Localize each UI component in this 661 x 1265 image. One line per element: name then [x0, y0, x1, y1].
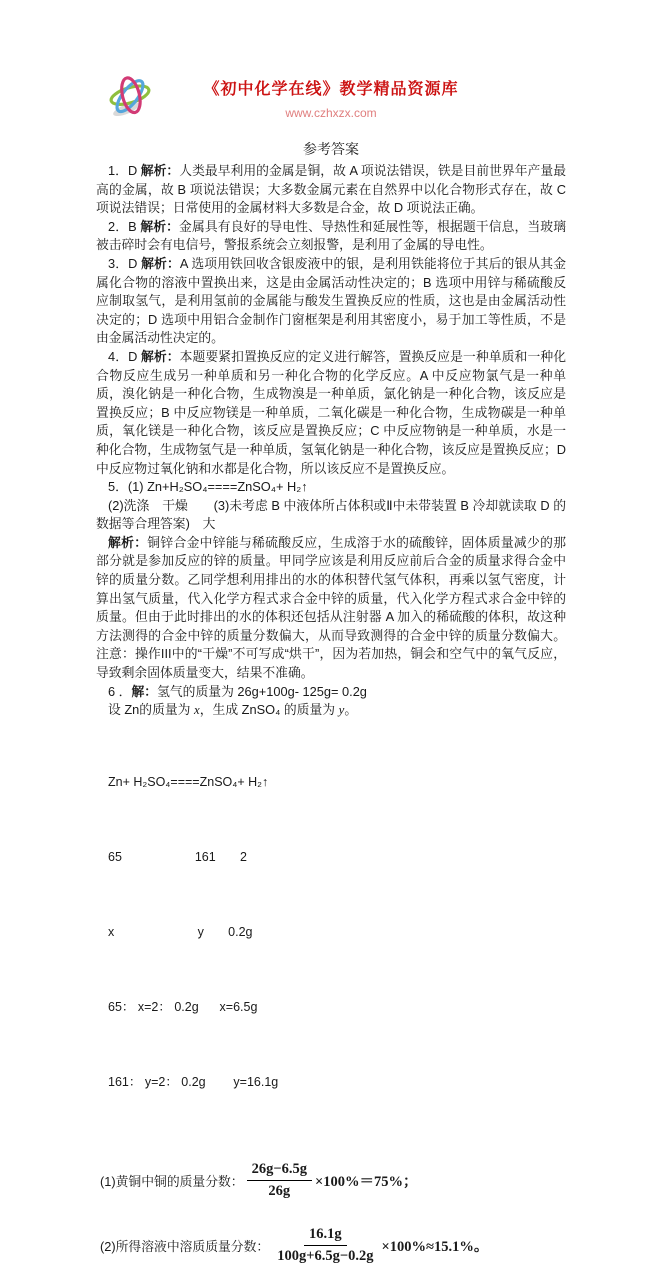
solute-fraction-result: ×100%≈15.1%。	[381, 1238, 489, 1255]
answer-item-5-parts	[96, 497, 566, 534]
fraction-solute	[272, 1226, 378, 1265]
fraction-copper	[247, 1161, 312, 1200]
molar-mass-row: 65 161 2	[108, 849, 247, 864]
answer-2-analysis-label: 解析：	[140, 218, 180, 234]
stoichiometry-block	[108, 720, 566, 1145]
answer-3-number: 3．D	[108, 255, 142, 271]
answer-item-5-equation	[96, 478, 566, 497]
solute-mass-fraction-label: (2)所得溶液中溶质质量分数：	[100, 1238, 270, 1254]
copper-fraction	[244, 1161, 315, 1200]
answer-6-solution-label: 解：	[131, 683, 158, 699]
answer-6-assumption-line	[96, 701, 566, 720]
answer-4-number: 4．D	[108, 348, 141, 364]
answer-2-analysis-text: 金属具有良好的导电性、导热性和延展性等，根据题干信息，当玻璃被击碎时会有电信号，警报系统会立刻报警，是利用了金属的导电性。	[96, 218, 567, 253]
unknowns-row: x y 0.2g	[108, 924, 253, 939]
assumption-text-1: 设 Zn的质量为	[108, 702, 195, 718]
chemical-equation: Zn+H₂SO₄====ZnSO₄+ H₂↑	[147, 479, 308, 495]
answer-5-analysis-label: 解析：	[108, 534, 148, 550]
answer-item-3	[96, 255, 566, 348]
answer-1-number: 1．D	[108, 163, 141, 178]
solute-mass-fraction-row	[100, 1226, 566, 1265]
variable-x: x	[194, 703, 200, 718]
answer-4-analysis-label: 解析：	[140, 348, 180, 364]
fraction-solute-denominator: 100g+6.5g−0.2g	[277, 1247, 374, 1264]
answer-item-4	[96, 348, 566, 478]
atom-logo-icon	[102, 70, 158, 126]
copper-fraction-result: ×100%＝75%；	[315, 1173, 418, 1190]
site-url-link[interactable]: www.czhxzx.com	[285, 106, 377, 120]
answer-item-6-solution	[96, 683, 566, 702]
assumption-text-2: ，生成 ZnSO₄ 的质量为	[199, 702, 339, 718]
hydrogen-mass-calculation: 氢气的质量为 26g+100g- 125g= 0.2g	[157, 683, 367, 699]
mass-fraction-copper-label: (1)黄铜中铜的质量分数：	[100, 1173, 244, 1189]
answer-item-1	[96, 162, 566, 218]
site-header	[96, 70, 566, 128]
document-title: 参考答案	[303, 141, 359, 157]
answer-5-parts-text: (2)洗涤 干燥 (3)未考虑 B 中液体所占体积或Ⅱ中未带装置 B 冷却就读取 D 的数据等合理答案) 大	[96, 497, 566, 532]
solute-fraction	[269, 1226, 381, 1265]
fraction-copper-denominator: 26g	[268, 1182, 291, 1199]
fraction-solute-numerator: 16.1g	[304, 1226, 347, 1246]
variable-y: y	[338, 703, 345, 718]
answer-6-number: 6 ．	[108, 683, 132, 699]
answer-item-2	[96, 218, 566, 255]
answer-1-analysis-text: 人类最早利用的金属是铜，故 A 项说法错误，铁是目前世界年产量最高的金属，故 B 项说法错误；大多数金属元素在自然界中以化合物形式存在，故 C 项说法错误；日常使用的金属材料大多数是合金，故 D 项说法正确。	[96, 163, 566, 216]
answer-3-analysis-text: A 选项用铁回收含银废液中的银，是利用铁能将位于其后的银从其金属化合物的溶液中置换出来，这是由金属活动性决定的；B 选项中用锌与稀硫酸反应制取氢气，是利用氢前的金属能与酸发生置换反应的性质，这也是由金属活动性决定的；D 选项中用铝合金制作门窗框架是利用其密度小，易于加工等性质，不是由金属活动性决定的。	[96, 255, 567, 346]
answer-1-analysis-label: 解析：	[140, 163, 180, 178]
answer-5-number: 5．(1)	[108, 479, 148, 495]
answer-5-analysis-text: 铜锌合金中锌能与稀硫酸反应，生成溶于水的硫酸锌，固体质量减少的那部分就是参加反应的锌的质量。甲同学应该是利用反应前后合金的质量求得合金中锌的质量分数。乙同学想利用排出的水的体积替代氢气体积，再乘以氢气密度，计算出氢气质量，代入化学方程式求合金中锌的质量，代入化学方程式求合金中锌的质量。但由于此时排出的水的体积还包括从注射器 A 加入的稀硫酸的体积，故这种方法测得的合金中锌的质量分数偏大，从而导致测得的合金中锌的质量分数偏大。注意：操作III中的“干燥”不可写成“烘干”，因为若加热，铜会和空气中的氧气反应，导致剩余固体质量变大，结果不准确。	[96, 534, 567, 681]
answer-4-analysis-text: 本题要紧扣置换反应的定义进行解答，置换反应是一种单质和一种化合物反应生成另一种单质和另一种化合物的化学反应。A 中反应物氯气是一种单质，溴化钠是一种化合物，生成物溴是一种单质，氯化钠是一种化合物，该反应是置换反应；B 中反应物镁是一种单质，二氧化碳是一种化合物，生成物碳是一种单质，氧化镁是一种化合物，该反应是置换反应；C 中反应物钠是一种单质，水是一种化合物，生成物氢气是一种单质，氢氧化钠是一种化合物，该反应是置换反应；D 中反应物过氧化钠和水都是化合物，所以该反应不是置换反应。	[96, 348, 567, 476]
proportion-y-row: 161： y=2： 0.2g y=16.1g	[108, 1074, 279, 1089]
proportion-x-row: 65： x=2： 0.2g x=6.5g	[108, 999, 258, 1014]
fraction-copper-numerator: 26g−6.5g	[247, 1161, 312, 1181]
answer-2-number: 2．B	[108, 218, 141, 234]
stoichiometry-equation: Zn+ H₂SO₄====ZnSO₄+ H₂↑	[108, 774, 269, 789]
mass-fraction-copper-row	[100, 1161, 566, 1200]
answer-item-5-analysis	[96, 534, 566, 683]
site-title: 《初中化学在线》教学精品资源库	[203, 81, 459, 98]
answer-3-analysis-label: 解析：	[141, 255, 180, 271]
assumption-text-3: 。	[344, 702, 358, 718]
